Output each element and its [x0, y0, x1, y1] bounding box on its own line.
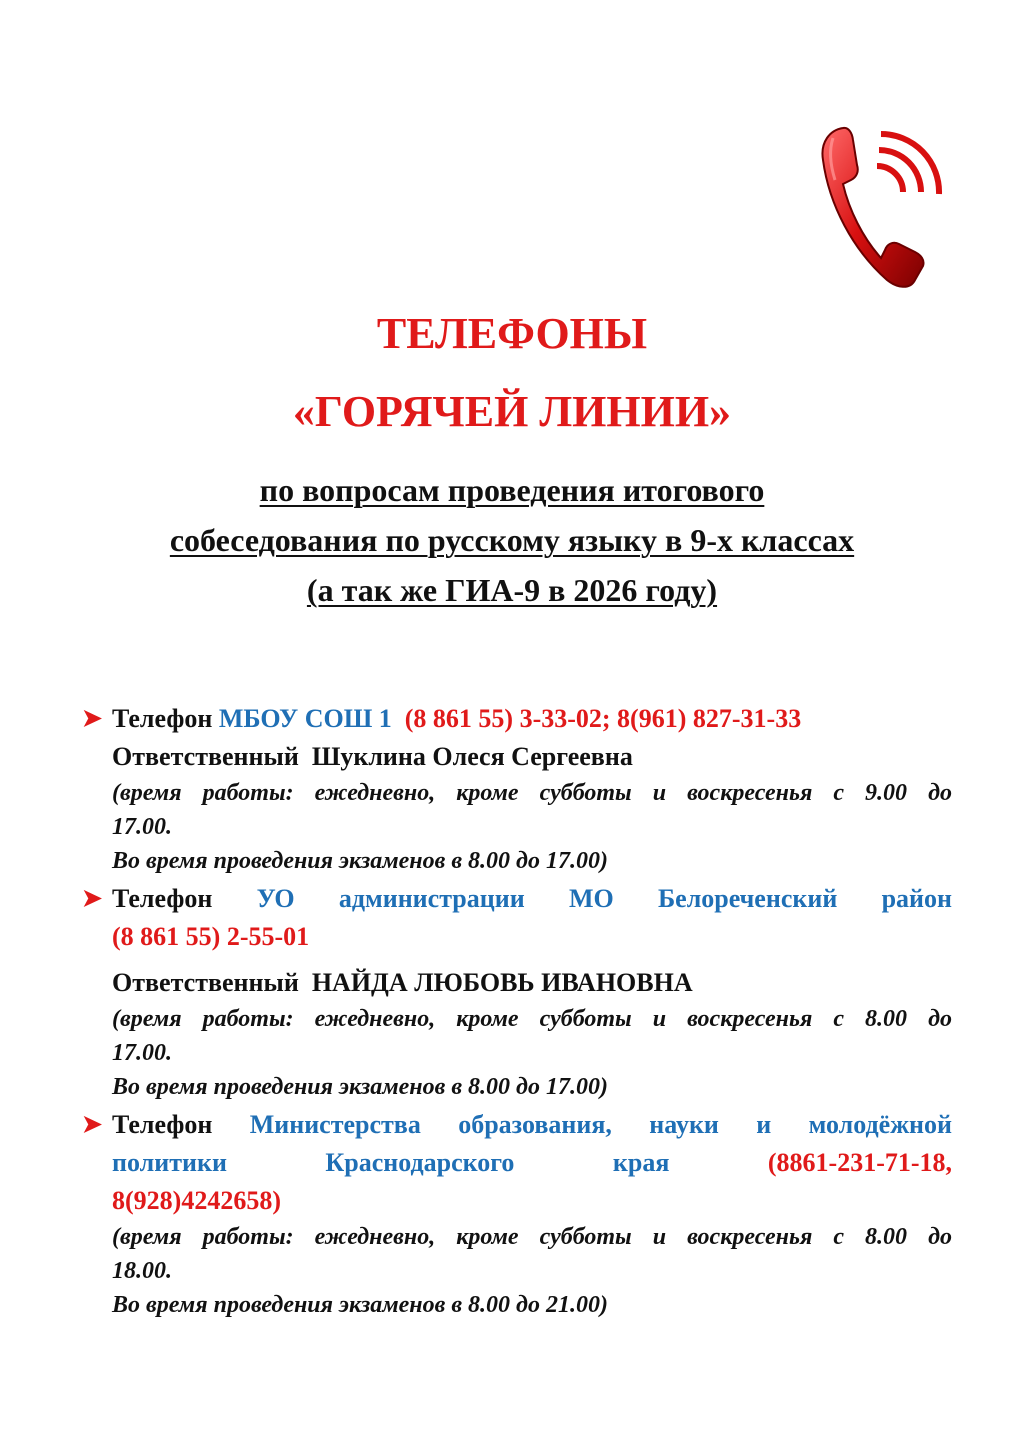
- exam-hours: Во время проведения экзаменов в 8.00 до 17.00): [112, 1074, 608, 1100]
- phone-label: Телефон: [112, 704, 213, 733]
- working-hours: (время работы: ежедневно, кроме субботы и воскресенья с 8.00 до: [112, 1224, 952, 1250]
- page-title-line1: ТЕЛЕФОНЫ: [376, 309, 648, 358]
- phone-number-2: 8(928)4242658): [112, 1186, 281, 1215]
- organization-word: края: [612, 1148, 670, 1177]
- working-hours: (время работы: ежедневно, кроме субботы и воскресенья с 8.00 до: [112, 1006, 952, 1032]
- working-hours-end: 18.00.: [112, 1258, 172, 1284]
- organization-name: Министерства образования, науки и молодёжной: [249, 1110, 953, 1139]
- phone-handset-icon: [815, 120, 945, 295]
- hotline-entry-school: [82, 700, 952, 878]
- phone-label: Телефон: [112, 884, 213, 913]
- exam-hours: Во время проведения экзаменов в 8.00 до 21.00): [112, 1292, 608, 1318]
- responsible-line: [112, 738, 952, 776]
- working-hours-end: 17.00.: [112, 1040, 172, 1066]
- phone-line: [112, 880, 952, 918]
- responsible-label: Ответственный: [112, 742, 299, 771]
- responsible-line: [112, 964, 952, 1002]
- subtitle-line2: собеседования по русскому языку в 9-х классах: [169, 522, 855, 558]
- phone-number: (8 861 55) 2-55-01: [112, 922, 310, 951]
- organization-word: Краснодарского: [325, 1148, 515, 1177]
- organization-word: политики: [112, 1148, 227, 1177]
- responsible-name: НАЙДА ЛЮБОВЬ ИВАНОВНА: [311, 968, 693, 997]
- responsible-name: Шуклина Олеся Сергеевна: [311, 742, 633, 771]
- working-hours-end: 17.00.: [112, 814, 172, 840]
- working-hours: (время работы: ежедневно, кроме субботы и воскресенья с 9.00 до: [112, 780, 952, 806]
- organization-name: МБОУ СОШ 1: [218, 704, 392, 733]
- page-title-line2: «ГОРЯЧЕЙ ЛИНИИ»: [292, 387, 732, 436]
- subtitle-line1: по вопросам проведения итогового: [259, 472, 765, 508]
- hotline-entry-ministry: [82, 1106, 952, 1322]
- responsible-label: Ответственный: [112, 968, 299, 997]
- phone-label: Телефон: [112, 1110, 213, 1139]
- hotline-list: [82, 700, 952, 1324]
- phone-number: (8 861 55) 3-33-02; 8(961) 827-31-33: [404, 704, 802, 733]
- arrow-bullet-icon: ➤: [82, 886, 103, 912]
- phone-line: [112, 700, 952, 738]
- phone-line: [112, 1106, 952, 1144]
- organization-line2: [112, 1144, 952, 1182]
- arrow-bullet-icon: ➤: [82, 706, 103, 732]
- arrow-bullet-icon: ➤: [82, 1112, 103, 1138]
- hotline-entry-district: [82, 880, 952, 1104]
- phone-number: (8861-231-71-18,: [767, 1148, 953, 1177]
- exam-hours: Во время проведения экзаменов в 8.00 до 17.00): [112, 848, 608, 874]
- organization-name: УО администрации МО Белореченский район: [256, 884, 952, 913]
- page-subtitle: [0, 465, 1024, 615]
- subtitle-line3: (а так же ГИА-9 в 2026 году): [306, 572, 718, 608]
